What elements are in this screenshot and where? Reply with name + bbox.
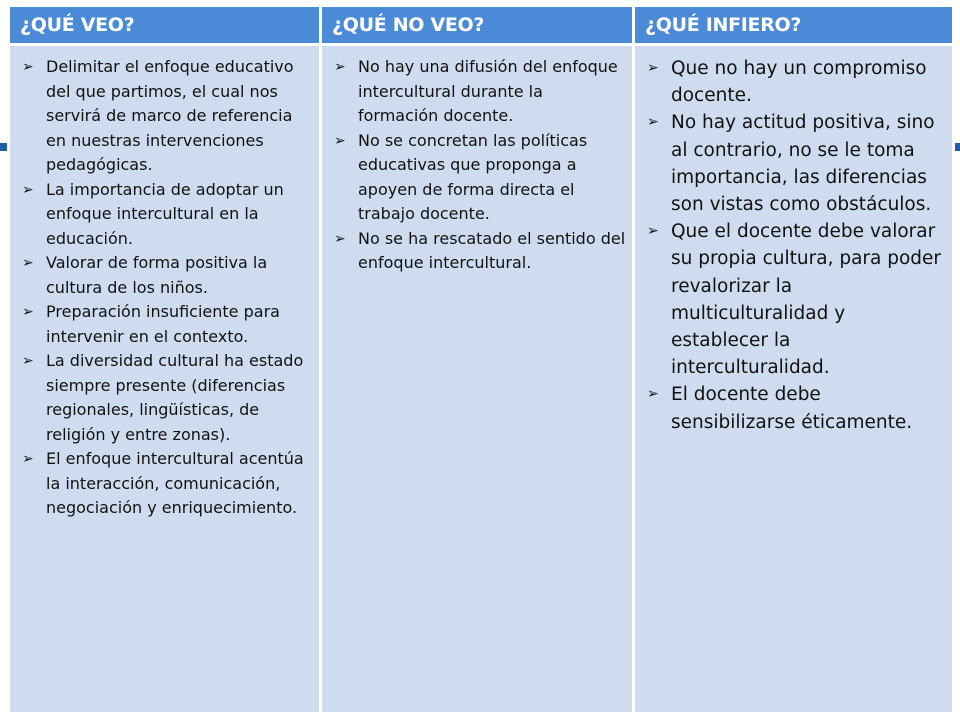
list-item-text: No se concretan las políticas educativas que proponga a apoyen de forma directa el trabajo docente. — [358, 130, 588, 223]
header-que-no-veo: ¿QUÉ NO VEO? — [321, 6, 634, 45]
arrow-bullet-icon: ➢ — [334, 230, 346, 247]
list-item — [332, 55, 626, 129]
arrow-bullet-icon: ➢ — [647, 114, 659, 131]
arrow-bullet-icon: ➢ — [334, 132, 346, 149]
list-item-text: Preparación insuficiente para intervenir en el contexto. — [46, 302, 280, 346]
content-row — [9, 45, 954, 714]
list-item — [20, 178, 313, 252]
arrow-bullet-icon: ➢ — [22, 353, 34, 369]
cell-que-veo — [9, 45, 321, 714]
list-item-text: No hay una difusión del enfoque intercultural durante la formación docente. — [358, 57, 618, 125]
list-item — [645, 218, 946, 381]
list-item-text: La diversidad cultural ha estado siempre presente (diferencias regionales, lingüísticas, de religión y entre zonas). — [46, 351, 304, 444]
arrow-bullet-icon: ➢ — [22, 59, 34, 75]
list-item — [20, 251, 313, 300]
list-item — [20, 349, 313, 447]
list-item — [332, 227, 626, 276]
arrow-bullet-icon: ➢ — [647, 386, 659, 403]
list-item — [20, 300, 313, 349]
arrow-bullet-icon: ➢ — [334, 59, 346, 75]
list-item-text: El docente debe sensibilizarse éticamente. — [671, 384, 913, 433]
list-item-text: No hay actitud positiva, sino al contrario, no se le toma importancia, las diferencias son vistas como obstáculos. — [671, 112, 935, 216]
list-item-text: Delimitar el enfoque educativo del que partimos, el cual nos servirá de marco de referencia en nuestras intervenciones pedagógicas. — [46, 57, 294, 174]
list-que-veo — [20, 55, 313, 521]
list-item-text: Valorar de forma positiva la cultura de los niños. — [46, 253, 268, 297]
list-item-text: Que el docente debe valorar su propia cultura, para poder revalorizar la multiculturalidad y establecer la interculturalidad. — [671, 221, 942, 379]
list-item-text: No se ha rescatado el sentido del enfoque intercultural. — [358, 228, 626, 272]
list-item — [645, 109, 946, 218]
header-que-veo: ¿QUÉ VEO? — [9, 6, 321, 45]
cell-que-no-veo — [321, 45, 634, 714]
comparison-table — [7, 4, 955, 715]
list-que-infiero — [645, 55, 946, 436]
arrow-bullet-icon: ➢ — [22, 255, 34, 271]
list-item — [645, 381, 946, 435]
arrow-bullet-icon: ➢ — [22, 304, 34, 320]
list-que-no-veo — [332, 55, 626, 276]
list-item — [20, 55, 313, 178]
list-item — [332, 129, 626, 227]
list-item-text: La importancia de adoptar un enfoque intercultural en la educación. — [46, 179, 284, 248]
arrow-bullet-icon: ➢ — [647, 223, 659, 240]
list-item — [20, 447, 313, 521]
cell-que-infiero — [634, 45, 954, 714]
arrow-bullet-icon: ➢ — [22, 181, 34, 198]
list-item-text: El enfoque intercultural acentúa la interacción, comunicación, negociación y enriquecimiento. — [46, 449, 304, 517]
header-que-infiero: ¿QUÉ INFIERO? — [634, 6, 954, 45]
list-item-text: Que no hay un compromiso docente. — [671, 58, 927, 107]
list-item — [645, 55, 946, 109]
arrow-bullet-icon: ➢ — [647, 60, 659, 76]
header-row — [9, 6, 954, 45]
arrow-bullet-icon: ➢ — [22, 451, 34, 467]
